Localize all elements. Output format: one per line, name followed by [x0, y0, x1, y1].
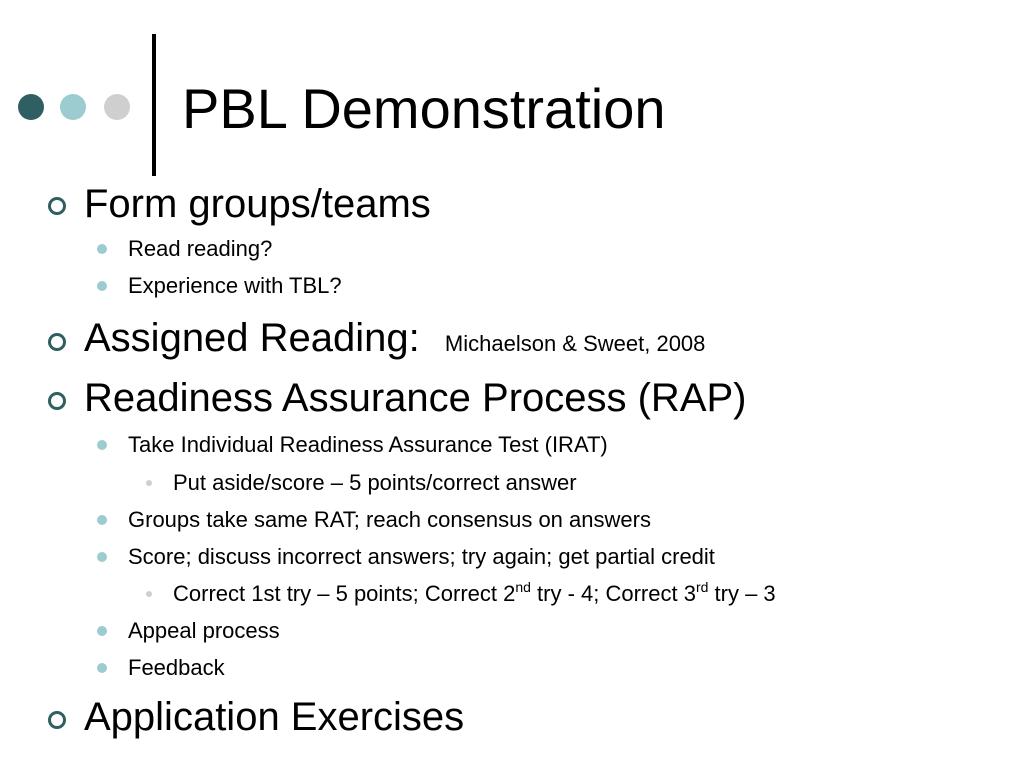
small-dot-bullet-icon — [146, 480, 152, 486]
hollow-circle-bullet-icon — [48, 197, 66, 215]
sub-bullet-score-discuss: Score; discuss incorrect answers; try again; get partial credit — [128, 544, 715, 569]
sub-sub-bullet-put-aside: Put aside/score – 5 points/correct answer — [173, 470, 577, 495]
bullet-readiness-assurance: Readiness Assurance Process (RAP) — [84, 376, 747, 420]
decorative-dot-teal — [60, 94, 86, 120]
dot-bullet-icon — [97, 440, 107, 450]
small-dot-bullet-icon — [146, 591, 152, 597]
title-divider — [152, 34, 156, 176]
sub-bullet-feedback: Feedback — [128, 655, 225, 680]
sub-bullet-experience-tbl: Experience with TBL? — [128, 273, 342, 298]
dot-bullet-icon — [97, 552, 107, 562]
dot-bullet-icon — [97, 281, 107, 291]
bullet-application-exercises: Application Exercises — [84, 695, 465, 739]
correct-tries-part3: try – 3 — [708, 581, 776, 606]
dot-bullet-icon — [97, 515, 107, 525]
dot-bullet-icon — [97, 663, 107, 673]
hollow-circle-bullet-icon — [48, 392, 66, 410]
bullet-form-groups: Form groups/teams — [84, 182, 431, 226]
assigned-reading-citation: Michaelson & Sweet, 2008 — [444, 331, 706, 356]
hollow-circle-bullet-icon — [48, 333, 66, 351]
sub-sub-bullet-correct-tries — [173, 580, 776, 608]
decorative-dot-dark — [18, 94, 44, 120]
slide-title: PBL Demonstration — [182, 77, 666, 140]
bullet-assigned-reading — [84, 314, 705, 368]
sub-bullet-read-reading: Read reading? — [128, 236, 273, 261]
sub-bullet-groups-rat: Groups take same RAT; reach consensus on answers — [128, 507, 651, 532]
ordinal-suffix-nd: nd — [515, 579, 531, 595]
dot-bullet-icon — [97, 244, 107, 254]
correct-tries-part1: Correct 1st try – 5 points; Correct 2 — [173, 581, 516, 606]
hollow-circle-bullet-icon — [48, 711, 66, 729]
ordinal-suffix-rd: rd — [695, 579, 709, 595]
sub-bullet-irat: Take Individual Readiness Assurance Test (IRAT) — [128, 432, 608, 457]
correct-tries-part2: try - 4; Correct 3 — [530, 581, 696, 606]
dot-bullet-icon — [97, 626, 107, 636]
assigned-reading-label: Assigned Reading: — [84, 316, 420, 360]
sub-bullet-appeal-process: Appeal process — [128, 618, 280, 643]
decorative-dot-gray — [104, 94, 130, 120]
